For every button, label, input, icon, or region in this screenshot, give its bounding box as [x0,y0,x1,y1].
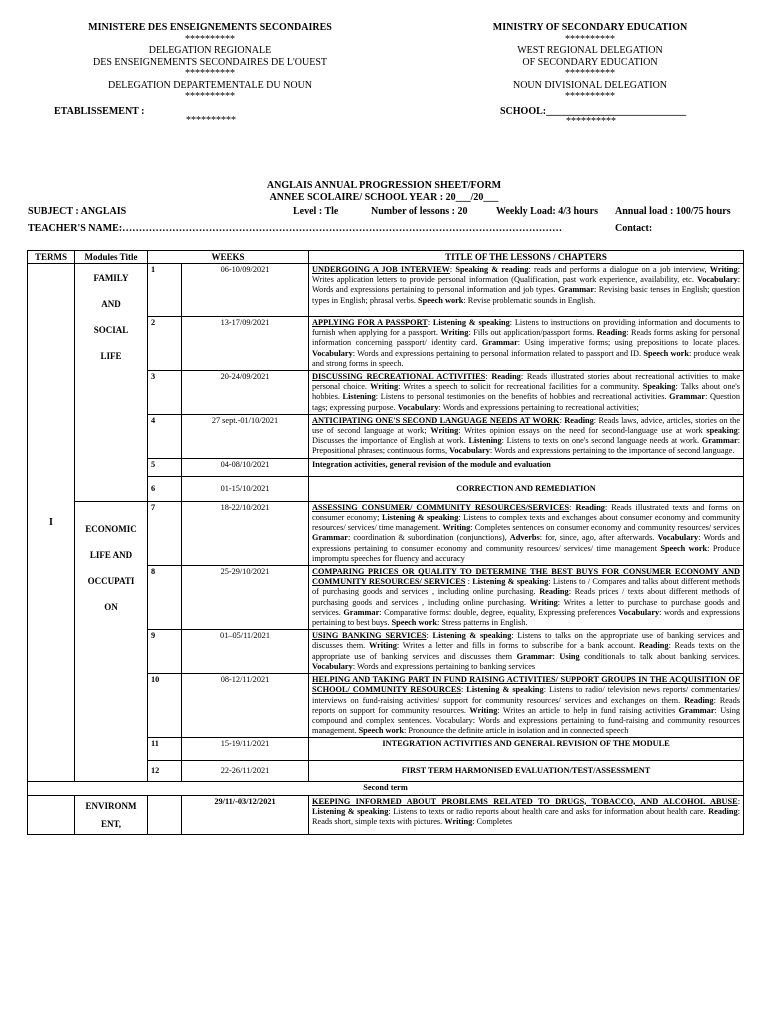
week-number: 1 [148,264,182,317]
week-date: 27 sept.-01/10/2021 [182,414,309,458]
week-number [148,795,182,834]
contact: Contact: [615,223,653,234]
term-cell [28,795,75,834]
lesson-description: FIRST TERM HARMONISED EVALUATION/TEST/ASSESSMENT [309,761,744,782]
week-date: 22-26/11/2021 [182,761,309,782]
stars: ********** [565,91,615,102]
week-date: 08-12/11/2021 [182,674,309,738]
term-divider-row [28,782,744,795]
week-date: 18-22/10/2021 [182,501,309,565]
ministry-fr: MINISTERE DES ENSEIGNEMENTS SECONDAIRES [88,22,332,33]
delegation-line1: DELEGATION REGIONALE [148,45,272,56]
week-date: 01–05/11/2021 [182,630,309,674]
lesson-description: USING BANKING SERVICES: Listening & speaking: Listens to talks on the appropriate use of banking services and discusses them. Writing: Writes a letter and fills in forms to subscribe for a bank account. Reading: Reads texts on the appropriate use of banking services and discusses them Grammar: Using conditionals to talk about banking services. Vocabulary: Words and expressions pertaining to banking services [309,630,744,674]
week-date: 29/11/-03/12/2021 [182,795,309,834]
week-number: 11 [148,738,182,761]
departmental-delegation: DELEGATION DEPARTEMENTALE DU NOUN [107,79,313,91]
table-header-row [28,251,744,264]
lesson-description: UNDERGOING A JOB INTERVIEW: Speaking & reading: reads and performs a dialogue on a job interview, Writing: Writes application letters to provide personal information (Qualification, past work experience, availability, etc. Vocabulary: Words and expressions pertaining to personal information and job types. Grammar: Revising basic tenses in English; question types in English; phrasal verbs. Speech work: Revise problematic sounds in English. [309,264,744,317]
week-number: 12 [148,761,182,782]
term-cell: I [28,264,75,782]
delegation-line1: WEST REGIONAL DELEGATION [517,45,663,56]
header-weeks: WEEKS [148,251,309,264]
stars: ********** [185,91,235,102]
lesson-description: DISCUSSING RECREATIONAL ACTIVITIES: Reading: Reads illustrated stories about recreational activities to make personal choice. Writing: Writes a speech to solicit for recreational facilities for a community. Speaking: Talks about one's hobbies. Listening: Listens to personal testimonies on the benefits of hobbies and recreational activities. Grammar: Question tags; expressing purpose. Vocabulary: Words and expressions pertaining to recreational activities; [309,371,744,415]
stars: ********** [565,68,615,79]
week-number: 4 [148,414,182,458]
lesson-description: CORRECTION AND REMEDIATION [309,476,744,501]
week-date: 15-19/11/2021 [182,738,309,761]
lesson-description: HELPING AND TAKING PART IN FUND RAISING ACTIVITIES/ SUPPORT GROUPS IN THE ACQUISITION OF SCHOOL/ COMMUNITY RESOURCES: Listening & speaking: Listens to radio/ television news reports/ commentaries/ interviews on fund-raising activities/ support for community resources/ services and exchanges on them. Reading: Reads reports on support for community resources. Writing: Writes an article to help in fund raising activities Grammar: Using compound and complex sentences. Vocabulary: Words and expressions pertaining to fund-raising and community resources management. Speech work: Pronounce the definite article in isolation and in connected speech [309,674,744,738]
module-word: LIFE AND [89,549,133,560]
module-word: ENVIRONM [85,800,137,811]
week-number: 10 [148,674,182,738]
week-date: 25-29/10/2021 [182,566,309,630]
stars: ********** [566,116,616,127]
progression-table [27,250,744,835]
stars: ********** [185,68,235,79]
module-word: ON [104,601,118,612]
stars: ********** [185,33,235,45]
lesson-description: KEEPING INFORMED ABOUT PROBLEMS RELATED TO DRUGS, TOBACCO, AND ALCOHOL ABUSE: Listening & speaking: Listens to texts or radio reports about health care and asks for information about health care. Reading: Reads short, simple texts with pictures. Writing: Completes [309,795,744,834]
subject: SUBJECT : ANGLAIS [28,206,127,217]
module-word: ECONOMIC [85,523,137,534]
school-label-fr: ETABLISSEMENT : [54,106,145,117]
lesson-count: Number of lessons : 20 [371,206,468,217]
week-date: 06-10/09/2021 [182,264,309,317]
module-word: SOCIAL [93,325,129,335]
stars: ********** [186,115,236,126]
lesson-description: ASSESSING CONSUMER/ COMMUNITY RESOURCES/SERVICES: Reading: Reads illustrated texts and forms on consumer economy; Listening & speaking: Listens to complex texts and exchanges about consumer economy and community resources/ services/ time management. Writing: Completes sentences on consumer economy and community resources/ services Grammar: coordination & subordination (conjunctions), Adverbs: for, since, ago, after afterwards. Vocabulary: Words and expressions pertaining to consumer economy and community resources/ services/ time management Speech work: Produce impromptu speeches for fluency and accuracy [309,501,744,565]
lesson-description: INTEGRATION ACTIVITIES AND GENERAL REVISION OF THE MODULE [309,738,744,761]
week-number: 9 [148,630,182,674]
module-word: ENT, [100,818,122,829]
ministry-en: MINISTRY OF SECONDARY EDUCATION [492,22,688,33]
header-terms: TERMS [28,251,75,264]
second-term-label: Second term [28,782,744,795]
module-economic-life [75,501,148,781]
header-lesson-title: TITLE OF THE LESSONS / CHAPTERS [309,251,744,264]
module-family-social-life [75,264,148,502]
week-date: 20-24/09/2021 [182,371,309,415]
lesson-description: COMPARING PRICES OR QUALITY TO DETERMINE THE BEST BUYS FOR CONSUMER ECONOMY AND COMMUNITY RESOURCES/ SERVICES : Listening & speaking: Listens to / Compares and talks about different methods of purchasing goods and services , including online purchasing. Reading: Reads prices / texts about different methods of purchasing goods and services , including online purchasing. Writing: Writes a letter to purchase to purchase goods and services. Grammar: Comparative forms: double, degree, equality, Expressing preferences Vocabulary: words and expressions pertaining to best buys. Speech work: Stress patterns in English. [309,566,744,630]
divisional-delegation: NOUN DIVISIONAL DELEGATION [512,79,668,91]
lesson-description: APPLYING FOR A PASSPORT: Listening & speaking: Listens to instructions on providing information and documents to furnish when applying for a passport. Writing: Fills out application/passport forms. Reading: Reads forms asking for personal information concerning passport/ identity card. Grammar: Using imperative forms; using prepositions to locate places. Vocabulary: Words and expressions pertaining to personal information related to passport and ID. Speech work: produce weak and strong forms in speech. [309,317,744,371]
delegation-line2: OF SECONDARY EDUCATION [522,56,658,68]
week-number: 8 [148,566,182,630]
table-row [28,795,744,834]
lesson-description: ANTICIPATING ONE'S SECOND LANGUAGE NEEDS AT WORK: Reading: Reads laws, advice, articles, stories on the use of second language at work; Writing: Writes opinion essays on the need for second-language use at work speaking: Discusses the importance of English at work. Listening: Listens to texts on one's second language needs at work. Grammar: Prepositional phrases; continuous forms, Vocabulary: Words and expressions pertaining to the importance of second language. [309,414,744,458]
module-word: LIFE [100,351,122,361]
module-word: OCCUPATI [87,575,135,586]
delegation-line2: DES ENSEIGNEMENTS SECONDAIRES DE L'OUEST [92,56,328,68]
module-environment [75,795,148,834]
level: Level : Tle [293,206,339,217]
header-right [425,22,755,103]
week-number: 7 [148,501,182,565]
week-date: 04-08/10/2021 [182,458,309,476]
annual-load: Annual load : 100/75 hours [615,206,731,217]
header-modules: Modules Title [75,251,148,264]
doc-title: ANGLAIS ANNUAL PROGRESSION SHEET/FORM [266,180,502,191]
week-date: 01-15/10/2021 [182,476,309,501]
school-label-en: SCHOOL:____________________________ [500,106,687,117]
header-left [45,22,375,103]
week-number: 6 [148,476,182,501]
table-row [28,264,744,317]
table-row [28,501,744,565]
week-number: 3 [148,371,182,415]
stars: ********** [565,33,615,45]
lesson-description: Integration activities, general revision of the module and evaluation [309,458,744,476]
weekly-load: Weekly Load: 4/3 hours [496,206,598,217]
module-word: FAMILY [93,273,129,283]
teacher-name: TEACHER'S NAME:…………………………………………………………………………………………………………………… [28,223,563,234]
week-number: 2 [148,317,182,371]
module-word: AND [101,299,121,309]
week-date: 13-17/09/2021 [182,317,309,371]
school-year: ANNEE SCOLAIRE/ SCHOOL YEAR : 20___/20___ [269,192,499,203]
week-number: 5 [148,458,182,476]
